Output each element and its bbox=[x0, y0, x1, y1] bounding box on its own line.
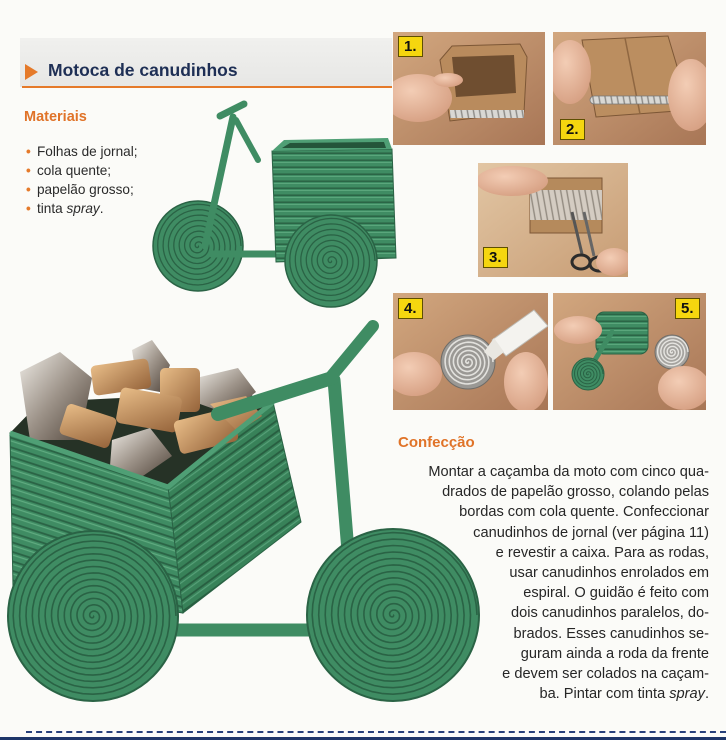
large-back-wheel bbox=[8, 531, 178, 701]
paragraph-line: Montar a caçamba da moto com cinco qua- bbox=[428, 464, 709, 480]
hand bbox=[549, 40, 591, 104]
paragraph-line: dois canudinhos paralelos, do- bbox=[511, 605, 709, 622]
bullet-icon: • bbox=[26, 163, 31, 178]
newspaper-spiral-disc bbox=[441, 335, 495, 389]
paragraph-line: bordas com cola quente. Confeccionar bbox=[459, 504, 709, 521]
hand bbox=[476, 166, 548, 196]
small-front-wheel bbox=[153, 201, 243, 291]
step-number-5: 5. bbox=[675, 298, 700, 319]
handlebar-upper bbox=[330, 326, 373, 378]
mini-green-wheel bbox=[572, 358, 604, 390]
paragraph-line: e devem ser colados na caçam- bbox=[502, 666, 709, 683]
paragraph-line: brados. Esses canudinhos se- bbox=[513, 625, 709, 642]
paragraph-line: e revestir a caixa. Para as rodas, bbox=[495, 544, 709, 561]
instructions-paragraph bbox=[380, 462, 709, 704]
paragraph-line-last: ba. Pintar com tinta spray. bbox=[539, 686, 709, 703]
small-back-wheel bbox=[285, 215, 377, 307]
bullet-icon: • bbox=[26, 144, 31, 159]
hand bbox=[386, 352, 442, 396]
photo-small-tricycle bbox=[153, 104, 396, 307]
footer-dashed-rule bbox=[26, 731, 726, 733]
step-number-3: 3. bbox=[483, 247, 508, 268]
materials-list bbox=[26, 142, 138, 218]
small-handlebar-lower bbox=[236, 120, 258, 160]
step-number-1: 1. bbox=[398, 36, 423, 57]
hand bbox=[554, 316, 602, 344]
step-number-4: 4. bbox=[398, 298, 423, 319]
materials-heading: Materiais bbox=[24, 109, 87, 125]
step-number-2: 2. bbox=[560, 119, 585, 140]
material-item: • tinta spray. bbox=[26, 201, 104, 216]
paragraph-line: drados de papelão grosso, colando pelas bbox=[442, 484, 709, 501]
newspaper-tube bbox=[590, 96, 672, 104]
paragraph-line: guram ainda a roda da frente bbox=[520, 645, 709, 662]
material-item: • Folhas de jornal; bbox=[26, 144, 138, 159]
title-arrow-icon bbox=[25, 64, 38, 80]
instructions-heading: Confecção bbox=[398, 434, 475, 451]
paragraph-line: espiral. O guidão é feito com bbox=[523, 585, 709, 602]
material-item: • cola quente; bbox=[26, 163, 112, 178]
paragraph-line: usar canudinhos enrolados em bbox=[509, 565, 709, 582]
page-title: Motoca de canudinhos bbox=[48, 60, 238, 80]
bullet-icon: • bbox=[26, 182, 31, 197]
newspaper-spiral-disc bbox=[655, 335, 689, 369]
paragraph-line: canudinhos de jornal (ver página 11) bbox=[473, 524, 709, 541]
title-underline bbox=[22, 86, 392, 88]
bullet-icon: • bbox=[26, 201, 31, 216]
material-item: • papelão grosso; bbox=[26, 182, 134, 197]
